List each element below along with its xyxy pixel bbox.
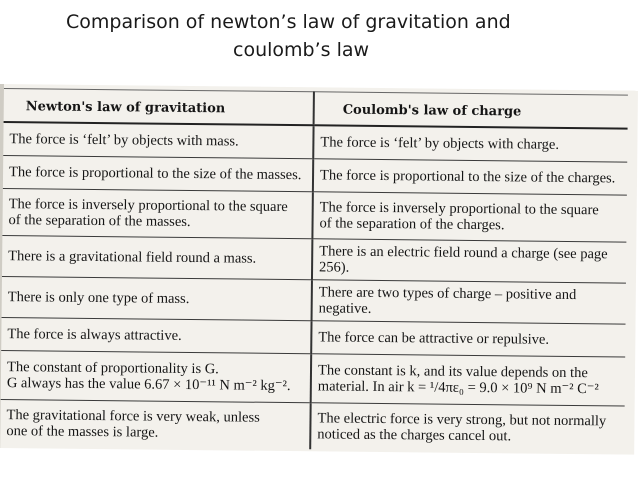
coulomb-cell xyxy=(311,321,625,357)
coulomb-cell xyxy=(312,239,626,283)
header-coulomb: Coulomb's law of charge xyxy=(314,92,628,129)
newton-cell xyxy=(2,236,312,280)
coulomb-cell xyxy=(310,403,624,453)
cell-text: G always has the value 6.67 × 10⁻¹¹ N m⁻² kg⁻². xyxy=(6,375,291,395)
newton-cell xyxy=(2,189,312,239)
cell-text: The constant is k, and its value depends on the xyxy=(317,362,588,382)
newton-cell xyxy=(3,156,313,192)
coulomb-cell xyxy=(311,354,625,406)
cell-text: The force is proportional to the size of the charges. xyxy=(319,167,616,187)
cell-text: The gravitational force is very weak, unless xyxy=(6,407,260,426)
cell-text: The force is always attractive. xyxy=(7,326,182,344)
coulomb-cell xyxy=(312,192,626,242)
cell-text: The constant of proportionality is G. xyxy=(6,359,219,378)
cell-text: The force is inversely proportional to the square xyxy=(8,196,288,216)
table-row xyxy=(0,400,624,453)
cell-text: There is an electric field round a charge (see page 256). xyxy=(319,243,608,276)
newton-cell xyxy=(1,351,311,403)
cell-text: one of the masses is large. xyxy=(6,423,159,441)
cell-text: of the separation of the charges. xyxy=(319,215,505,234)
coulomb-cell xyxy=(313,159,627,195)
cell-text: The electric force is very strong, but not normally xyxy=(317,410,607,430)
cell-text: There are two types of charge – positive and negative. xyxy=(318,284,577,317)
slide-title xyxy=(0,8,638,64)
cell-text: There is only one type of mass. xyxy=(7,289,190,307)
header-newton: Newton's law of gravitation xyxy=(4,89,314,126)
cell-text: of the separation of the masses. xyxy=(8,212,191,231)
cell-text: material. In air k = ¹/4πε₀ = 9.0 × 10⁹ N m⁻² C⁻² xyxy=(317,378,599,398)
newton-cell xyxy=(0,400,310,450)
table-row xyxy=(2,277,626,325)
newton-cell xyxy=(3,122,313,159)
table-row xyxy=(1,351,625,407)
slide-title-line-1: Comparison of newton’s law of gravitation and xyxy=(66,11,511,33)
cell-text: The force is ‘felt’ by objects with mass. xyxy=(9,131,239,150)
cell-text: noticed as the charges cancel out. xyxy=(317,426,512,445)
cell-text: The force can be attractive or repulsive. xyxy=(318,329,550,348)
newton-cell xyxy=(2,277,312,321)
newton-cell xyxy=(1,318,311,354)
cell-text: The force is ‘felt’ by objects with charge. xyxy=(320,134,560,153)
cell-text: The force is inversely proportional to the square xyxy=(319,199,599,219)
cell-text: There is a gravitational field round a mass. xyxy=(8,248,257,267)
cell-text: The force is proportional to the size of the masses. xyxy=(8,164,302,184)
table-row xyxy=(2,236,626,284)
table-row xyxy=(2,189,626,243)
coulomb-cell xyxy=(312,280,626,324)
coulomb-cell xyxy=(313,125,627,162)
slide-title-line-2: coulomb’s law xyxy=(233,39,370,61)
comparison-table xyxy=(0,88,628,453)
scanned-table-image xyxy=(0,84,638,455)
